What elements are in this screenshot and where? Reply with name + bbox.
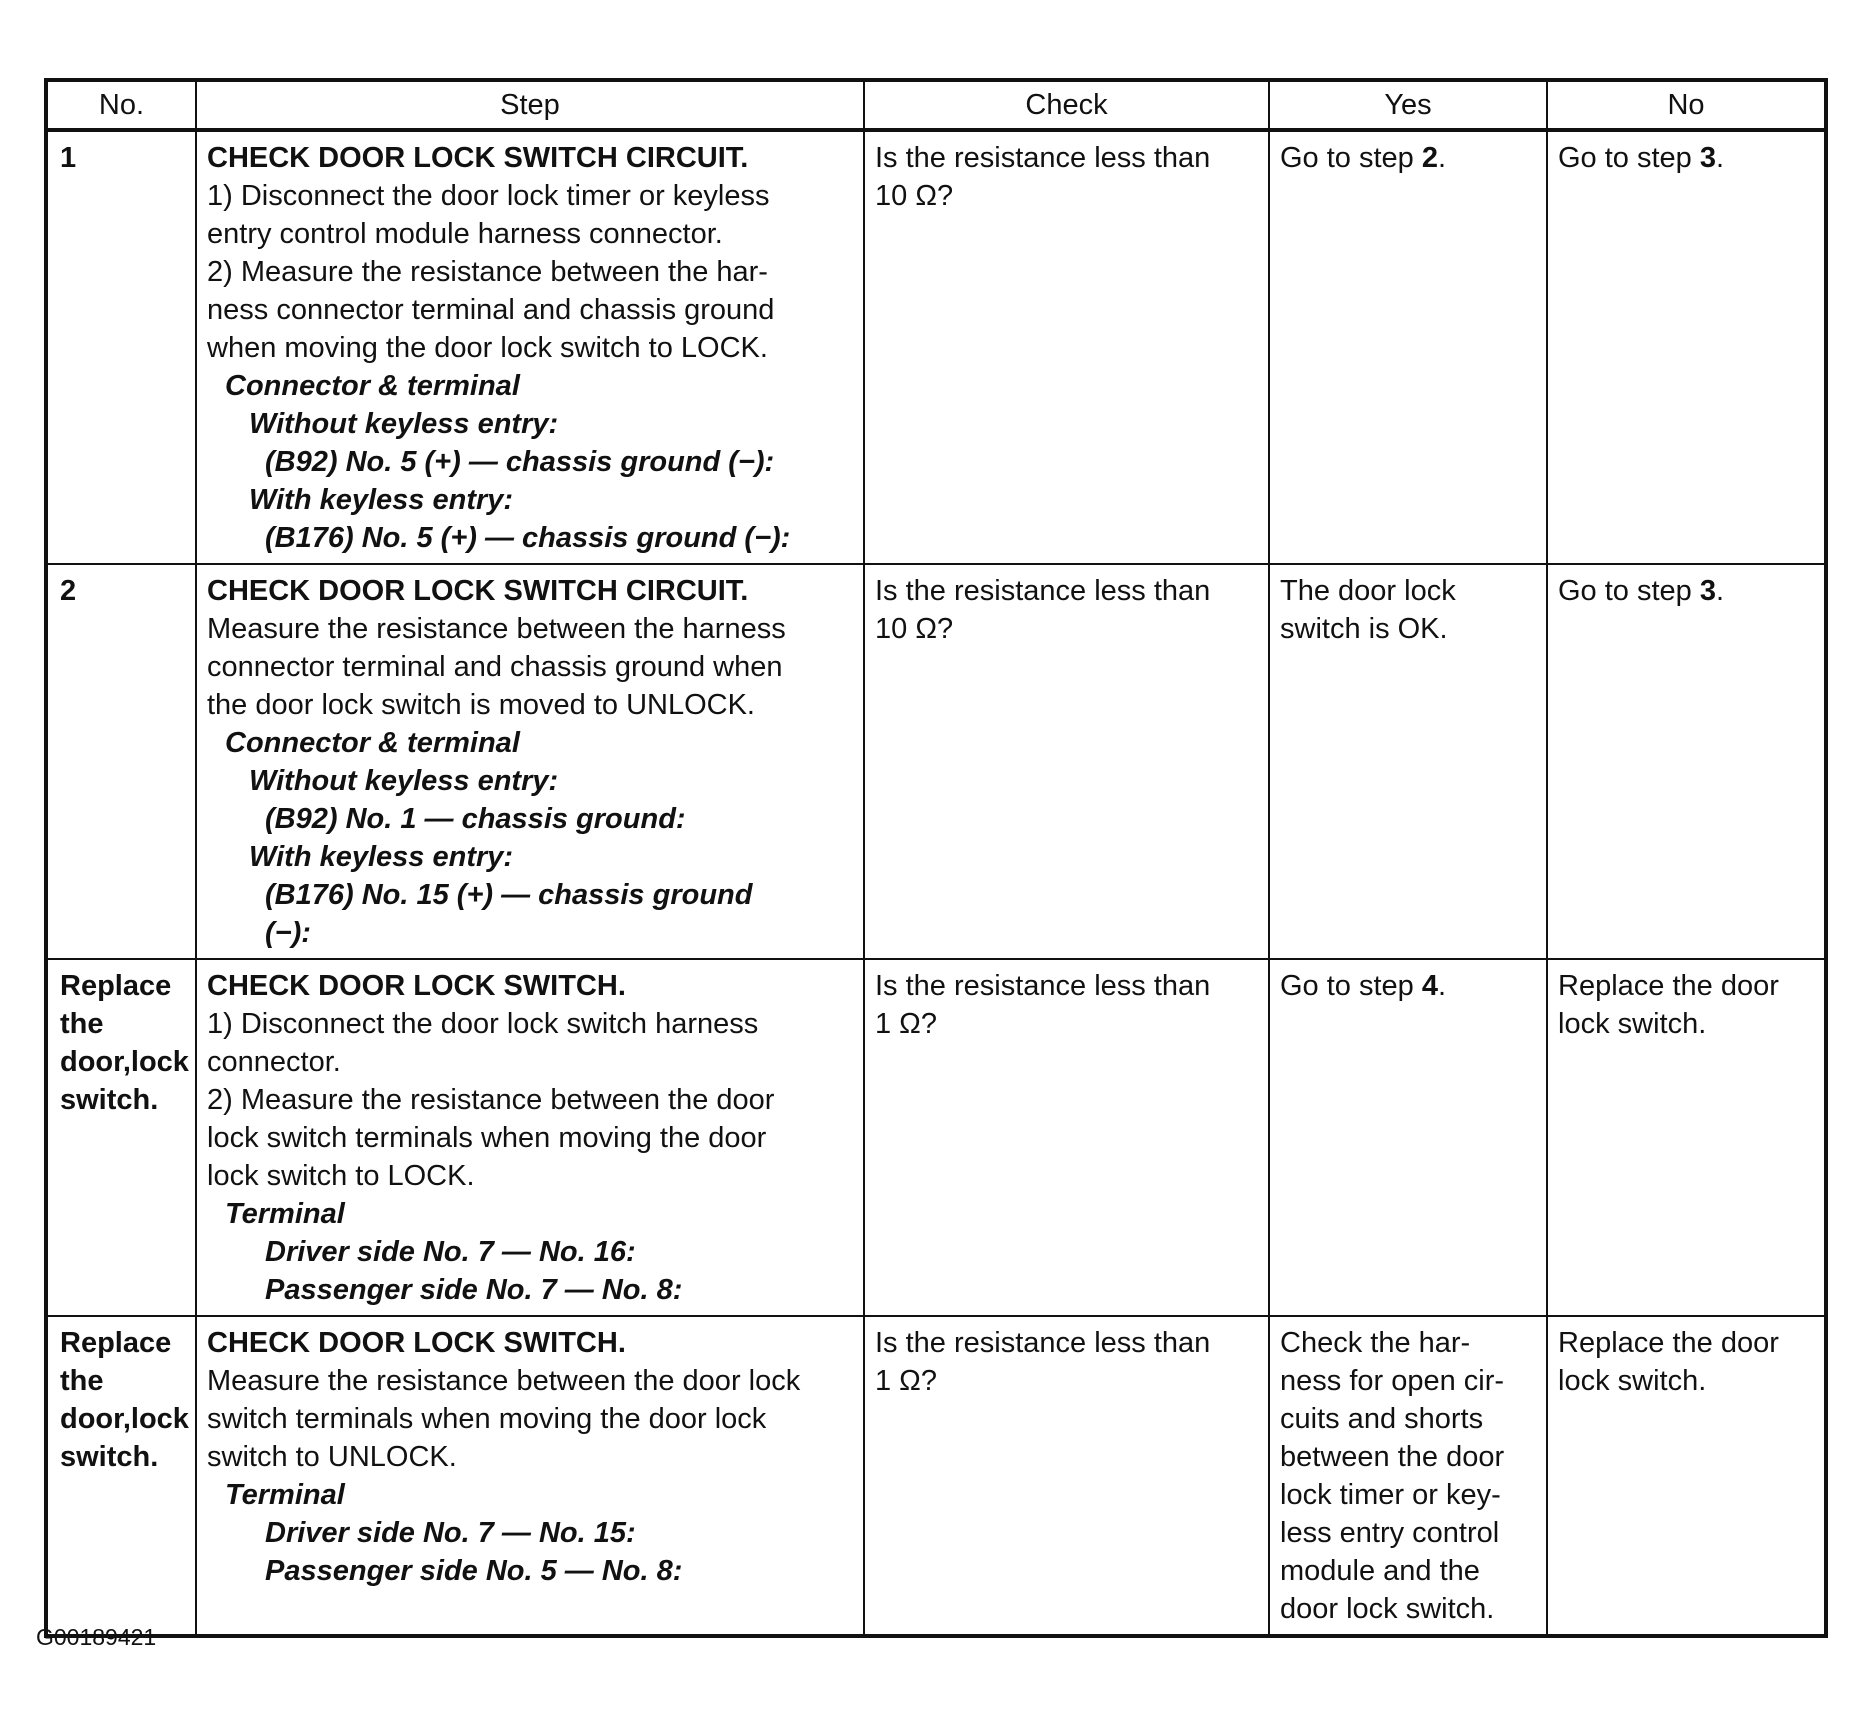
table-row <box>46 1316 1826 1636</box>
spec-heading: Connector & terminal <box>225 370 520 402</box>
step-reference: 2 <box>1421 142 1438 174</box>
no-text: lock switch. <box>1558 1365 1707 1397</box>
spec-value: Passenger side No. 5 — No. 8: <box>265 1555 683 1587</box>
step-title: CHECK DOOR LOCK SWITCH. <box>207 970 626 1002</box>
step-line: 2) Measure the resistance between the har- <box>207 256 768 288</box>
no-cell <box>1547 959 1826 1316</box>
step-line: switch to UNLOCK. <box>207 1441 457 1473</box>
spec-value: Driver side No. 7 — No. 15: <box>265 1517 636 1549</box>
step-reference: 3 <box>1699 575 1716 607</box>
yes-text: ness for open cir- <box>1280 1365 1505 1397</box>
check-cell <box>864 1316 1269 1636</box>
step-line: 2) Measure the resistance between the door <box>207 1084 775 1116</box>
yes-text: switch is OK. <box>1280 613 1448 645</box>
step-line: lock switch terminals when moving the door <box>207 1122 767 1154</box>
spec-heading: Connector & terminal <box>225 727 520 759</box>
check-text: 10 Ω? <box>875 613 954 645</box>
no-text: lock switch. <box>1558 1008 1707 1040</box>
step-line: connector. <box>207 1046 341 1078</box>
step-cell <box>196 959 864 1316</box>
check-text: Is the resistance less than <box>875 142 1211 174</box>
spec-value: Passenger side No. 7 — No. 8: <box>265 1274 683 1306</box>
no-cell <box>1547 1316 1826 1636</box>
header-row <box>46 80 1826 130</box>
header-step: Step <box>196 80 864 130</box>
step-line: ness connector terminal and chassis ground <box>207 294 775 326</box>
no-text: Go to step <box>1558 142 1700 174</box>
spec-value: (−): <box>265 917 311 949</box>
header-no-result: No <box>1547 80 1826 130</box>
spec-value: (B176) No. 15 (+) — chassis ground <box>265 879 753 911</box>
no-cell <box>1547 564 1826 959</box>
check-text: 10 Ω? <box>875 180 954 212</box>
check-text: 1 Ω? <box>875 1365 937 1397</box>
step-line: 1) Disconnect the door lock timer or keyless <box>207 180 770 212</box>
step-line: when moving the door lock switch to LOCK. <box>207 332 768 364</box>
spec-label: Without keyless entry: <box>249 765 559 797</box>
table-row <box>46 959 1826 1316</box>
yes-text: between the door <box>1280 1441 1505 1473</box>
header-yes: Yes <box>1269 80 1547 130</box>
yes-text: Go to step <box>1280 142 1422 174</box>
step-number: 2 <box>46 564 196 959</box>
spec-heading: Terminal <box>225 1479 345 1511</box>
yes-text: Check the har- <box>1280 1327 1471 1359</box>
spec-value: Driver side No. 7 — No. 16: <box>265 1236 636 1268</box>
yes-cell <box>1269 564 1547 959</box>
yes-text: . <box>1438 142 1447 174</box>
no-text: Replace the door <box>1558 970 1779 1002</box>
step-line: switch terminals when moving the door lock <box>207 1403 767 1435</box>
spec-value: (B92) No. 5 (+) — chassis ground (−): <box>265 446 775 478</box>
no-text: . <box>1716 575 1725 607</box>
diagnostic-table <box>44 78 1828 1638</box>
figure-id: G00189421 <box>36 1624 157 1650</box>
spec-heading: Terminal <box>225 1198 345 1230</box>
step-line: Measure the resistance between the harness <box>207 613 786 645</box>
yes-cell <box>1269 130 1547 564</box>
step-number: Replace the door,lock switch. <box>46 959 196 1316</box>
spec-label: With keyless entry: <box>249 841 514 873</box>
yes-text: Go to step <box>1280 970 1422 1002</box>
check-cell <box>864 959 1269 1316</box>
yes-text: . <box>1438 970 1447 1002</box>
check-text: Is the resistance less than <box>875 575 1211 607</box>
step-title: CHECK DOOR LOCK SWITCH. <box>207 1327 626 1359</box>
yes-text: module and the <box>1280 1555 1480 1587</box>
step-cell <box>196 130 864 564</box>
spec-value: (B176) No. 5 (+) — chassis ground (−): <box>265 522 791 554</box>
yes-text: lock timer or key- <box>1280 1479 1501 1511</box>
spec-label: With keyless entry: <box>249 484 514 516</box>
step-title: CHECK DOOR LOCK SWITCH CIRCUIT. <box>207 142 749 174</box>
step-line: 1) Disconnect the door lock switch harness <box>207 1008 759 1040</box>
step-line: the door lock switch is moved to UNLOCK. <box>207 689 755 721</box>
step-line: connector terminal and chassis ground when <box>207 651 783 683</box>
step-line: entry control module harness connector. <box>207 218 723 250</box>
yes-cell <box>1269 1316 1547 1636</box>
step-cell <box>196 564 864 959</box>
spec-label: Without keyless entry: <box>249 408 559 440</box>
check-cell <box>864 564 1269 959</box>
no-cell <box>1547 130 1826 564</box>
step-line: Measure the resistance between the door lock <box>207 1365 801 1397</box>
yes-text: door lock switch. <box>1280 1593 1495 1625</box>
step-title: CHECK DOOR LOCK SWITCH CIRCUIT. <box>207 575 749 607</box>
check-text: Is the resistance less than <box>875 970 1211 1002</box>
spec-value: (B92) No. 1 — chassis ground: <box>265 803 686 835</box>
check-text: Is the resistance less than <box>875 1327 1211 1359</box>
step-reference: 3 <box>1699 142 1716 174</box>
yes-cell <box>1269 959 1547 1316</box>
check-text: 1 Ω? <box>875 1008 937 1040</box>
no-text: Go to step <box>1558 575 1700 607</box>
no-text: . <box>1716 142 1725 174</box>
no-text: Replace the door <box>1558 1327 1779 1359</box>
header-no: No. <box>46 80 196 130</box>
step-number: Replace the door,lock switch. <box>46 1316 196 1636</box>
table-row <box>46 130 1826 564</box>
step-line: lock switch to LOCK. <box>207 1160 475 1192</box>
step-cell <box>196 1316 864 1636</box>
table-row <box>46 564 1826 959</box>
step-reference: 4 <box>1421 970 1438 1002</box>
step-number: 1 <box>46 130 196 564</box>
yes-text: The door lock <box>1280 575 1456 607</box>
yes-text: less entry control <box>1280 1517 1500 1549</box>
yes-text: cuits and shorts <box>1280 1403 1484 1435</box>
check-cell <box>864 130 1269 564</box>
header-check: Check <box>864 80 1269 130</box>
